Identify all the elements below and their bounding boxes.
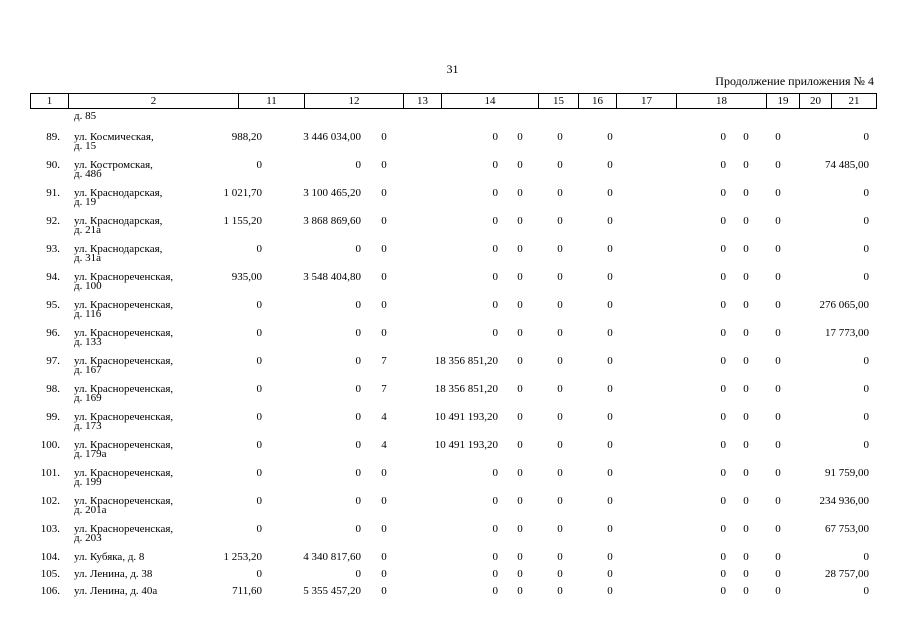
- address-line-2: д. 100: [74, 280, 102, 292]
- cell-col-20: 0: [775, 187, 781, 199]
- cell-col-19: 0: [743, 551, 749, 563]
- cell-col-16: 0: [557, 585, 563, 597]
- row-number: 99.: [46, 411, 60, 423]
- address-line-1: ул. Кубяка, д. 8: [74, 551, 145, 563]
- table-row: [30, 272, 876, 300]
- cell-col-21: 67 753,00: [825, 523, 869, 535]
- column-header: 19: [767, 94, 800, 109]
- cell-col-20: 0: [775, 355, 781, 367]
- table-row: [30, 440, 876, 468]
- cell-col-17: 0: [607, 159, 613, 171]
- column-header: 17: [617, 94, 677, 109]
- cell-col-11: 988,20: [231, 131, 262, 143]
- cell-col-21: 276 065,00: [819, 299, 869, 311]
- address-line-2: д. 199: [74, 476, 102, 488]
- table-row: [30, 569, 876, 586]
- cell-col-14: 10 491 193,20: [434, 411, 498, 423]
- row-number: 100.: [40, 439, 60, 451]
- cell-col-16: 0: [557, 495, 563, 507]
- cell-col-17: 0: [607, 585, 613, 597]
- table-row: [30, 586, 876, 603]
- address-line-1: ул. Краснореченская,: [74, 439, 174, 451]
- cell-col-17: 0: [607, 355, 613, 367]
- table-row: [30, 132, 876, 160]
- cell-col-14: 0: [492, 243, 498, 255]
- cell-col-19: 0: [743, 523, 749, 535]
- cell-col-18: 0: [720, 327, 726, 339]
- cell-col-19: 0: [743, 243, 749, 255]
- column-header-table: [30, 93, 877, 109]
- address-line-1: ул. Краснореченская,: [74, 271, 174, 283]
- address-line-2: д. 15: [74, 140, 97, 152]
- cell-col-13: 0: [381, 568, 387, 580]
- cell-col-11: 0: [256, 467, 262, 479]
- cell-col-14: 10 491 193,20: [434, 439, 498, 451]
- cell-col-15: 0: [517, 327, 523, 339]
- cell-col-15: 0: [517, 467, 523, 479]
- cell-col-20: 0: [775, 327, 781, 339]
- cell-col-21: 0: [863, 271, 869, 283]
- cell-col-21: 234 936,00: [819, 495, 869, 507]
- cell-col-15: 0: [517, 131, 523, 143]
- cell-col-12: 0: [355, 439, 361, 451]
- column-header-row: [31, 94, 877, 109]
- cell-col-20: 0: [775, 523, 781, 535]
- cell-col-20: 0: [775, 495, 781, 507]
- cell-col-18: 0: [720, 523, 726, 535]
- cell-col-13: 0: [381, 467, 387, 479]
- column-header: 14: [442, 94, 539, 109]
- row-number: 94.: [46, 271, 60, 283]
- cell-col-18: 0: [720, 439, 726, 451]
- cell-col-12: 0: [355, 327, 361, 339]
- address-line-2: д. 133: [74, 336, 102, 348]
- table-row: [30, 300, 876, 328]
- cell-col-15: 0: [517, 585, 523, 597]
- cell-col-17: 0: [607, 299, 613, 311]
- cell-col-20: 0: [775, 411, 781, 423]
- cell-col-13: 0: [381, 215, 387, 227]
- cell-col-11: 0: [256, 327, 262, 339]
- cell-col-11: 0: [256, 523, 262, 535]
- table-row: [30, 384, 876, 412]
- cell-col-13: 0: [381, 523, 387, 535]
- address-line-1: ул. Костромская,: [74, 159, 153, 171]
- cell-col-16: 0: [557, 551, 563, 563]
- address-line-1: ул. Краснореченская,: [74, 355, 174, 367]
- cell-col-11: 0: [256, 355, 262, 367]
- cell-col-16: 0: [557, 243, 563, 255]
- cell-col-15: 0: [517, 271, 523, 283]
- cell-col-11: 711,60: [232, 585, 262, 597]
- cell-col-18: 0: [720, 383, 726, 395]
- cell-col-18: 0: [720, 411, 726, 423]
- cell-col-20: 0: [775, 585, 781, 597]
- cell-col-13: 0: [381, 299, 387, 311]
- cell-col-11: 935,00: [231, 271, 262, 283]
- cell-col-15: 0: [517, 187, 523, 199]
- row-number: 101.: [40, 467, 60, 479]
- address-line-2: д. 179а: [74, 448, 107, 460]
- cell-col-15: 0: [517, 383, 523, 395]
- cell-col-17: 0: [607, 383, 613, 395]
- cell-col-19: 0: [743, 327, 749, 339]
- cell-col-13: 7: [381, 355, 387, 367]
- column-header: 12: [305, 94, 404, 109]
- address-line-2: д. 167: [74, 364, 102, 376]
- address-line-2: д. 21а: [74, 224, 101, 236]
- cell-col-13: 0: [381, 159, 387, 171]
- cell-col-20: 0: [775, 299, 781, 311]
- address-line-2: д. 173: [74, 420, 102, 432]
- cell-col-18: 0: [720, 271, 726, 283]
- cell-col-18: 0: [720, 568, 726, 580]
- cell-col-11: 0: [256, 299, 262, 311]
- table-row: [30, 160, 876, 188]
- cell-col-14: 0: [492, 215, 498, 227]
- column-header: 18: [677, 94, 767, 109]
- cell-col-20: 0: [775, 159, 781, 171]
- cell-col-12: 0: [355, 523, 361, 535]
- cell-col-16: 0: [557, 383, 563, 395]
- cell-col-17: 0: [607, 467, 613, 479]
- cell-col-13: 0: [381, 243, 387, 255]
- cell-col-11: 1 155,20: [223, 215, 262, 227]
- cell-col-18: 0: [720, 159, 726, 171]
- cell-col-17: 0: [607, 495, 613, 507]
- column-header: 13: [404, 94, 442, 109]
- cell-col-20: 0: [775, 131, 781, 143]
- cell-col-20: 0: [775, 568, 781, 580]
- table-row: [30, 412, 876, 440]
- cell-col-18: 0: [720, 355, 726, 367]
- address-line-2: д. 116: [74, 308, 102, 320]
- column-header: 16: [579, 94, 617, 109]
- column-header: 2: [69, 94, 239, 109]
- cell-col-21: 0: [863, 215, 869, 227]
- cell-col-20: 0: [775, 215, 781, 227]
- cell-col-19: 0: [743, 568, 749, 580]
- cell-col-13: 4: [381, 439, 387, 451]
- cell-col-18: 0: [720, 131, 726, 143]
- cell-col-18: 0: [720, 299, 726, 311]
- address-line-2: д. 169: [74, 392, 102, 404]
- row-number: 96.: [46, 327, 60, 339]
- column-header: 15: [539, 94, 579, 109]
- cell-col-15: 0: [517, 439, 523, 451]
- table-row: [30, 496, 876, 524]
- cell-col-15: 0: [517, 568, 523, 580]
- cell-col-19: 0: [743, 159, 749, 171]
- address-line-1: ул. Краснореченская,: [74, 383, 174, 395]
- row-number: 89.: [46, 131, 60, 143]
- carry-over-address: д. 85: [74, 110, 97, 122]
- cell-col-17: 0: [607, 411, 613, 423]
- cell-col-21: 28 757,00: [825, 568, 869, 580]
- cell-col-12: 3 548 404,80: [303, 271, 361, 283]
- address-line-1: ул. Краснореченская,: [74, 523, 174, 535]
- cell-col-13: 7: [381, 383, 387, 395]
- cell-col-17: 0: [607, 439, 613, 451]
- page-number: 31: [446, 62, 459, 76]
- cell-col-19: 0: [743, 299, 749, 311]
- cell-col-13: 0: [381, 327, 387, 339]
- cell-col-15: 0: [517, 523, 523, 535]
- cell-col-16: 0: [557, 467, 563, 479]
- cell-col-21: 17 773,00: [825, 327, 869, 339]
- address-line-1: ул. Краснореченская,: [74, 327, 174, 339]
- cell-col-12: 0: [355, 467, 361, 479]
- cell-col-12: 0: [355, 243, 361, 255]
- cell-col-17: 0: [607, 187, 613, 199]
- column-header: 1: [31, 94, 69, 109]
- cell-col-16: 0: [557, 411, 563, 423]
- table-row: [30, 244, 876, 272]
- cell-col-21: 74 485,00: [825, 159, 869, 171]
- cell-col-19: 0: [743, 467, 749, 479]
- cell-col-16: 0: [557, 299, 563, 311]
- cell-col-13: 0: [381, 585, 387, 597]
- row-number: 91.: [46, 187, 60, 199]
- cell-col-17: 0: [607, 523, 613, 535]
- cell-col-12: 0: [355, 383, 361, 395]
- cell-col-20: 0: [775, 551, 781, 563]
- cell-col-15: 0: [517, 243, 523, 255]
- cell-col-21: 91 759,00: [825, 467, 869, 479]
- cell-col-17: 0: [607, 243, 613, 255]
- address-line-1: ул. Краснореченская,: [74, 411, 174, 423]
- cell-col-15: 0: [517, 355, 523, 367]
- table-row: [30, 328, 876, 356]
- cell-col-14: 18 356 851,20: [434, 383, 498, 395]
- table-row: [30, 356, 876, 384]
- row-number: 92.: [46, 215, 60, 227]
- appendix-continuation-title: Продолжение приложения № 4: [715, 74, 874, 88]
- cell-col-13: 4: [381, 411, 387, 423]
- table-row: [30, 524, 876, 552]
- table-row: [30, 216, 876, 244]
- cell-col-16: 0: [557, 271, 563, 283]
- column-header: 20: [800, 94, 832, 109]
- cell-col-15: 0: [517, 159, 523, 171]
- cell-col-15: 0: [517, 299, 523, 311]
- row-number: 102.: [40, 495, 60, 507]
- cell-col-21: 0: [863, 551, 869, 563]
- address-line-2: д. 203: [74, 532, 102, 544]
- row-number: 106.: [40, 585, 60, 597]
- cell-col-19: 0: [743, 585, 749, 597]
- cell-col-15: 0: [517, 411, 523, 423]
- cell-col-14: 0: [492, 467, 498, 479]
- column-header: 11: [239, 94, 305, 109]
- cell-col-13: 0: [381, 187, 387, 199]
- cell-col-18: 0: [720, 495, 726, 507]
- cell-col-14: 0: [492, 299, 498, 311]
- row-number: 90.: [46, 159, 60, 171]
- cell-col-16: 0: [557, 439, 563, 451]
- cell-col-16: 0: [557, 187, 563, 199]
- cell-col-19: 0: [743, 411, 749, 423]
- cell-col-17: 0: [607, 568, 613, 580]
- cell-col-17: 0: [607, 551, 613, 563]
- cell-col-16: 0: [557, 327, 563, 339]
- cell-col-21: 0: [863, 585, 869, 597]
- cell-col-21: 0: [863, 439, 869, 451]
- cell-col-16: 0: [557, 523, 563, 535]
- cell-col-13: 0: [381, 495, 387, 507]
- address-line-2: д. 19: [74, 196, 97, 208]
- cell-col-21: 0: [863, 383, 869, 395]
- table-row: [30, 552, 876, 569]
- cell-col-12: 0: [355, 568, 361, 580]
- cell-col-14: 0: [492, 568, 498, 580]
- cell-col-14: 0: [492, 495, 498, 507]
- cell-col-15: 0: [517, 495, 523, 507]
- cell-col-11: 0: [256, 439, 262, 451]
- cell-col-12: 3 100 465,20: [303, 187, 361, 199]
- cell-col-19: 0: [743, 495, 749, 507]
- address-line-1: ул. Краснодарская,: [74, 187, 163, 199]
- cell-col-21: 0: [863, 355, 869, 367]
- address-line-1: ул. Краснодарская,: [74, 243, 163, 255]
- cell-col-11: 0: [256, 411, 262, 423]
- cell-col-18: 0: [720, 467, 726, 479]
- cell-col-12: 4 340 817,60: [303, 551, 361, 563]
- address-line-2: д. 31а: [74, 252, 101, 264]
- cell-col-14: 0: [492, 551, 498, 563]
- cell-col-11: 0: [256, 159, 262, 171]
- cell-col-14: 0: [492, 327, 498, 339]
- address-line-1: ул. Ленина, д. 40а: [74, 585, 158, 597]
- cell-col-12: 0: [355, 159, 361, 171]
- cell-col-14: 18 356 851,20: [434, 355, 498, 367]
- cell-col-13: 0: [381, 131, 387, 143]
- address-line-1: ул. Краснореченская,: [74, 299, 174, 311]
- cell-col-15: 0: [517, 215, 523, 227]
- cell-col-19: 0: [743, 215, 749, 227]
- cell-col-12: 5 355 457,20: [303, 585, 361, 597]
- cell-col-18: 0: [720, 187, 726, 199]
- cell-col-19: 0: [743, 131, 749, 143]
- cell-col-19: 0: [743, 439, 749, 451]
- address-line-1: ул. Краснореченская,: [74, 495, 174, 507]
- address-line-2: д. 201а: [74, 504, 107, 516]
- cell-col-18: 0: [720, 215, 726, 227]
- cell-col-17: 0: [607, 215, 613, 227]
- cell-col-14: 0: [492, 187, 498, 199]
- cell-col-16: 0: [557, 131, 563, 143]
- table-row: [30, 188, 876, 216]
- cell-col-21: 0: [863, 411, 869, 423]
- cell-col-16: 0: [557, 568, 563, 580]
- cell-col-20: 0: [775, 271, 781, 283]
- cell-col-16: 0: [557, 159, 563, 171]
- cell-col-11: 0: [256, 568, 262, 580]
- cell-col-12: 0: [355, 355, 361, 367]
- cell-col-16: 0: [557, 215, 563, 227]
- cell-col-21: 0: [863, 131, 869, 143]
- cell-col-11: 0: [256, 243, 262, 255]
- row-number: 98.: [46, 383, 60, 395]
- address-line-2: д. 48б: [74, 168, 102, 180]
- cell-col-11: 0: [256, 495, 262, 507]
- cell-col-20: 0: [775, 439, 781, 451]
- cell-col-17: 0: [607, 327, 613, 339]
- cell-col-11: 0: [256, 383, 262, 395]
- cell-col-21: 0: [863, 187, 869, 199]
- cell-col-19: 0: [743, 187, 749, 199]
- cell-col-20: 0: [775, 467, 781, 479]
- cell-col-18: 0: [720, 243, 726, 255]
- cell-col-18: 0: [720, 585, 726, 597]
- row-number: 95.: [46, 299, 60, 311]
- cell-col-12: 3 446 034,00: [303, 131, 361, 143]
- cell-col-13: 0: [381, 271, 387, 283]
- row-number: 104.: [40, 551, 60, 563]
- cell-col-12: 3 868 869,60: [303, 215, 361, 227]
- cell-col-19: 0: [743, 355, 749, 367]
- cell-col-17: 0: [607, 271, 613, 283]
- cell-col-14: 0: [492, 131, 498, 143]
- cell-col-14: 0: [492, 585, 498, 597]
- address-line-1: ул. Ленина, д. 38: [74, 568, 153, 580]
- cell-col-14: 0: [492, 271, 498, 283]
- address-line-1: ул. Краснореченская,: [74, 467, 174, 479]
- cell-col-21: 0: [863, 243, 869, 255]
- cell-col-20: 0: [775, 383, 781, 395]
- row-number: 105.: [40, 568, 60, 580]
- cell-col-15: 0: [517, 551, 523, 563]
- address-line-1: ул. Краснодарская,: [74, 215, 163, 227]
- column-header: 21: [832, 94, 877, 109]
- row-number: 93.: [46, 243, 60, 255]
- cell-col-11: 1 253,20: [223, 551, 262, 563]
- table-row: [30, 468, 876, 496]
- cell-col-11: 1 021,70: [223, 187, 262, 199]
- row-number: 103.: [40, 523, 60, 535]
- cell-col-14: 0: [492, 159, 498, 171]
- cell-col-20: 0: [775, 243, 781, 255]
- cell-col-19: 0: [743, 271, 749, 283]
- address-line-1: ул. Космическая,: [74, 131, 154, 143]
- cell-col-12: 0: [355, 411, 361, 423]
- cell-col-19: 0: [743, 383, 749, 395]
- cell-col-14: 0: [492, 523, 498, 535]
- cell-col-17: 0: [607, 131, 613, 143]
- cell-col-16: 0: [557, 355, 563, 367]
- row-number: 97.: [46, 355, 60, 367]
- cell-col-13: 0: [381, 551, 387, 563]
- cell-col-18: 0: [720, 551, 726, 563]
- cell-col-12: 0: [355, 495, 361, 507]
- cell-col-12: 0: [355, 299, 361, 311]
